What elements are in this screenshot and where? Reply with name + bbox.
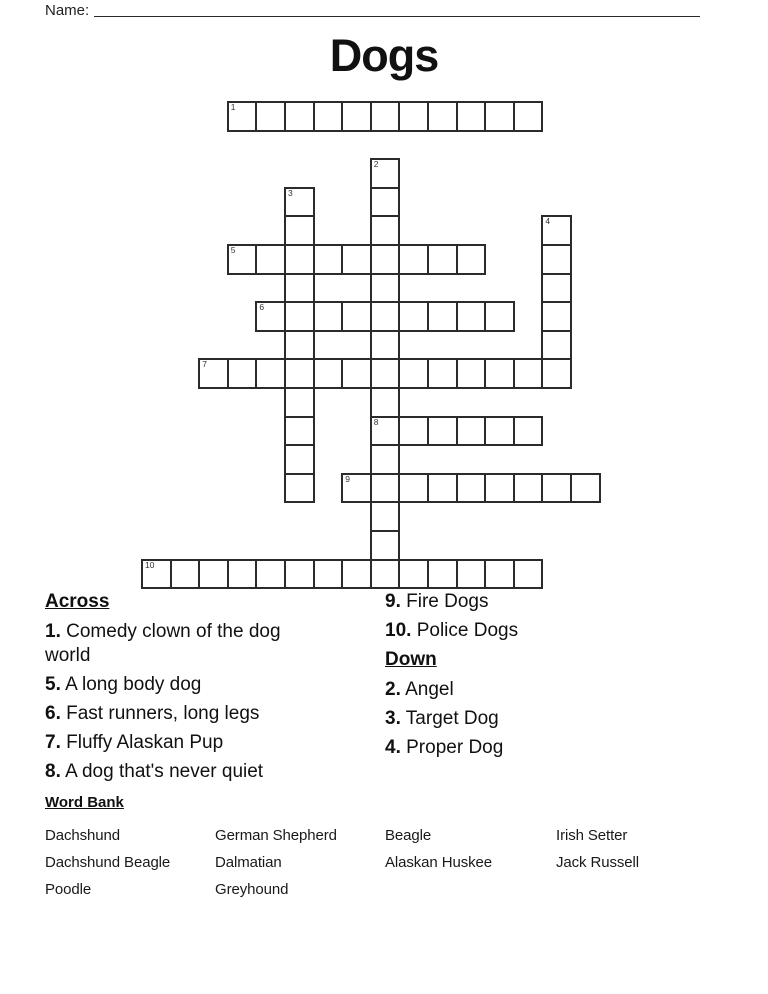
crossword-cell bbox=[313, 244, 344, 275]
crossword-cell bbox=[284, 559, 315, 590]
across-header: Across bbox=[45, 591, 110, 612]
clue-item bbox=[45, 702, 323, 726]
crossword-cell bbox=[427, 301, 458, 332]
crossword-cell bbox=[398, 416, 429, 447]
crossword-cell bbox=[284, 387, 315, 418]
crossword-cell bbox=[227, 244, 258, 275]
clue-number: 9. bbox=[385, 591, 401, 612]
crossword-cell bbox=[484, 559, 515, 590]
crossword-cell bbox=[456, 101, 487, 132]
clue-text: A dog that's never quiet bbox=[60, 761, 264, 782]
crossword-cell bbox=[341, 358, 372, 389]
crossword-cell bbox=[255, 358, 286, 389]
crossword-cell bbox=[255, 301, 286, 332]
clue-item bbox=[385, 590, 655, 614]
cell-number: 7 bbox=[202, 359, 207, 370]
crossword-cell bbox=[284, 358, 315, 389]
clue-text: Fire Dogs bbox=[400, 591, 489, 612]
across-clue-list-cont bbox=[385, 590, 655, 643]
word-bank-column bbox=[556, 822, 639, 876]
crossword-cell bbox=[456, 473, 487, 504]
cell-number: 1 bbox=[230, 102, 236, 112]
word-bank-item: Jack Russell bbox=[556, 854, 639, 871]
cell-number: 4 bbox=[545, 216, 551, 227]
crossword-cell bbox=[313, 101, 344, 132]
crossword-cell bbox=[427, 244, 458, 275]
crossword-cell bbox=[370, 444, 401, 475]
crossword-cell bbox=[370, 101, 401, 132]
crossword-cell bbox=[284, 416, 315, 447]
crossword-cell bbox=[513, 416, 544, 447]
clue-text: Angel bbox=[400, 679, 454, 700]
crossword-cell bbox=[370, 387, 401, 418]
word-bank-item: Greyhound bbox=[215, 881, 289, 898]
cell-number: 9 bbox=[345, 473, 350, 484]
clue-item bbox=[45, 620, 323, 668]
clue-item bbox=[45, 760, 323, 784]
crossword-cell bbox=[484, 301, 515, 332]
crossword-cell bbox=[398, 559, 429, 590]
crossword-cell bbox=[484, 358, 515, 389]
clue-item bbox=[45, 731, 323, 755]
crossword-cell bbox=[284, 444, 315, 475]
crossword-cell bbox=[484, 416, 515, 447]
crossword-cell bbox=[456, 244, 487, 275]
clue-item bbox=[385, 619, 655, 643]
word-bank-item: Dalmatian bbox=[215, 854, 282, 871]
crossword-cell bbox=[398, 358, 429, 389]
crossword-cell bbox=[427, 559, 458, 590]
clue-item bbox=[45, 673, 323, 697]
clue-number: 10. bbox=[385, 620, 412, 641]
right-clues-column bbox=[385, 590, 655, 765]
crossword-cell bbox=[227, 358, 258, 389]
clue-number: 8. bbox=[45, 761, 61, 782]
word-bank-item: Dachshund bbox=[45, 827, 120, 844]
crossword-cell bbox=[456, 559, 487, 590]
clue-number: 3. bbox=[385, 708, 401, 729]
crossword-cell bbox=[513, 559, 544, 590]
clue-item bbox=[385, 678, 655, 702]
crossword-cell bbox=[341, 559, 372, 590]
crossword-cell bbox=[541, 301, 572, 332]
across-clue-list bbox=[45, 620, 323, 784]
clue-number: 4. bbox=[385, 737, 401, 758]
crossword-cell bbox=[427, 416, 458, 447]
clue-text: Comedy clown of the dog world bbox=[45, 621, 281, 666]
crossword-cell bbox=[541, 330, 572, 361]
cell-number: 6 bbox=[259, 302, 265, 313]
crossword-cell bbox=[370, 273, 401, 304]
crossword-cell bbox=[370, 215, 401, 246]
clue-item bbox=[385, 736, 655, 760]
crossword-cell bbox=[541, 473, 572, 504]
clue-text: A long body dog bbox=[60, 674, 202, 695]
crossword-cell bbox=[284, 473, 315, 504]
crossword-cell bbox=[313, 358, 344, 389]
clue-number: 2. bbox=[385, 679, 401, 700]
word-bank-item: Dachshund Beagle bbox=[45, 854, 171, 871]
crossword-cell bbox=[141, 559, 172, 590]
down-header: Down bbox=[385, 649, 437, 670]
clue-number: 6. bbox=[45, 703, 61, 724]
word-bank-item: Poodle bbox=[45, 881, 92, 898]
crossword-cell bbox=[227, 559, 258, 590]
crossword-cell bbox=[513, 473, 544, 504]
crossword-cell bbox=[341, 101, 372, 132]
crossword-cell bbox=[484, 473, 515, 504]
clue-text: Fluffy Alaskan Pup bbox=[60, 732, 224, 753]
crossword-cell bbox=[456, 416, 487, 447]
name-label: Name: bbox=[45, 2, 90, 19]
crossword-cell bbox=[398, 244, 429, 275]
cell-number: 3 bbox=[288, 187, 293, 198]
clue-text: Proper Dog bbox=[400, 737, 504, 758]
crossword-cell bbox=[456, 301, 487, 332]
crossword-cell bbox=[227, 101, 258, 132]
crossword-cell bbox=[255, 244, 286, 275]
crossword-cell bbox=[284, 301, 315, 332]
crossword-cell bbox=[456, 358, 487, 389]
crossword-cell bbox=[284, 187, 315, 218]
crossword-cell bbox=[427, 358, 458, 389]
word-bank-item: Alaskan Huskee bbox=[385, 854, 492, 871]
word-bank-item: German Shepherd bbox=[215, 827, 337, 844]
word-bank-column bbox=[215, 822, 337, 903]
crossword-cell bbox=[370, 530, 401, 561]
crossword-cell bbox=[570, 473, 601, 504]
clue-text: Target Dog bbox=[400, 708, 499, 729]
crossword-cell bbox=[284, 273, 315, 304]
crossword-cell bbox=[341, 473, 372, 504]
across-clues-column bbox=[45, 590, 323, 789]
crossword-cell bbox=[255, 559, 286, 590]
name-blank-line bbox=[94, 0, 700, 17]
word-bank-column bbox=[45, 822, 170, 903]
crossword-cell bbox=[198, 559, 229, 590]
word-bank-column bbox=[385, 822, 492, 876]
crossword-cell bbox=[313, 559, 344, 590]
crossword-cell bbox=[341, 301, 372, 332]
crossword-cell bbox=[398, 101, 429, 132]
crossword-cell bbox=[484, 101, 515, 132]
crossword-grid bbox=[142, 102, 602, 590]
crossword-cell bbox=[198, 358, 229, 389]
crossword-cell bbox=[284, 330, 315, 361]
clue-number: 5. bbox=[45, 674, 61, 695]
crossword-cell bbox=[513, 101, 544, 132]
crossword-cell bbox=[284, 215, 315, 246]
crossword-cell bbox=[313, 301, 344, 332]
clue-text: Fast runners, long legs bbox=[60, 703, 260, 724]
crossword-cell bbox=[341, 244, 372, 275]
crossword-cell bbox=[370, 244, 401, 275]
clue-number: 7. bbox=[45, 732, 61, 753]
clue-text: Police Dogs bbox=[411, 620, 519, 641]
clue-item bbox=[385, 707, 655, 731]
crossword-cell bbox=[284, 101, 315, 132]
crossword-cell bbox=[370, 501, 401, 532]
down-clue-list bbox=[385, 678, 655, 760]
crossword-cell bbox=[370, 187, 401, 218]
crossword-cell bbox=[370, 301, 401, 332]
page-title: Dogs bbox=[329, 30, 439, 81]
crossword-cell bbox=[284, 244, 315, 275]
crossword-cell bbox=[513, 358, 544, 389]
cell-number: 8 bbox=[373, 416, 379, 427]
crossword-cell bbox=[370, 330, 401, 361]
crossword-cell bbox=[541, 358, 572, 389]
crossword-cell bbox=[255, 101, 286, 132]
crossword-cell bbox=[398, 301, 429, 332]
crossword-cell bbox=[541, 215, 572, 246]
crossword-cell bbox=[370, 473, 401, 504]
crossword-cell bbox=[370, 559, 401, 590]
cell-number: 5 bbox=[230, 245, 236, 255]
crossword-cell bbox=[427, 473, 458, 504]
crossword-cell bbox=[370, 358, 401, 389]
crossword-cell bbox=[541, 273, 572, 304]
crossword-cell bbox=[398, 473, 429, 504]
word-bank-header: Word Bank bbox=[45, 794, 124, 811]
crossword-cell bbox=[541, 244, 572, 275]
crossword-cell bbox=[370, 158, 401, 189]
cell-number: 2 bbox=[373, 159, 379, 170]
word-bank-item: Beagle bbox=[385, 827, 432, 844]
cell-number: 10 bbox=[145, 559, 155, 570]
crossword-cell bbox=[427, 101, 458, 132]
crossword-cell bbox=[370, 416, 401, 447]
word-bank-item: Irish Setter bbox=[556, 827, 628, 844]
crossword-cell bbox=[170, 559, 201, 590]
clue-number: 1. bbox=[45, 621, 61, 642]
